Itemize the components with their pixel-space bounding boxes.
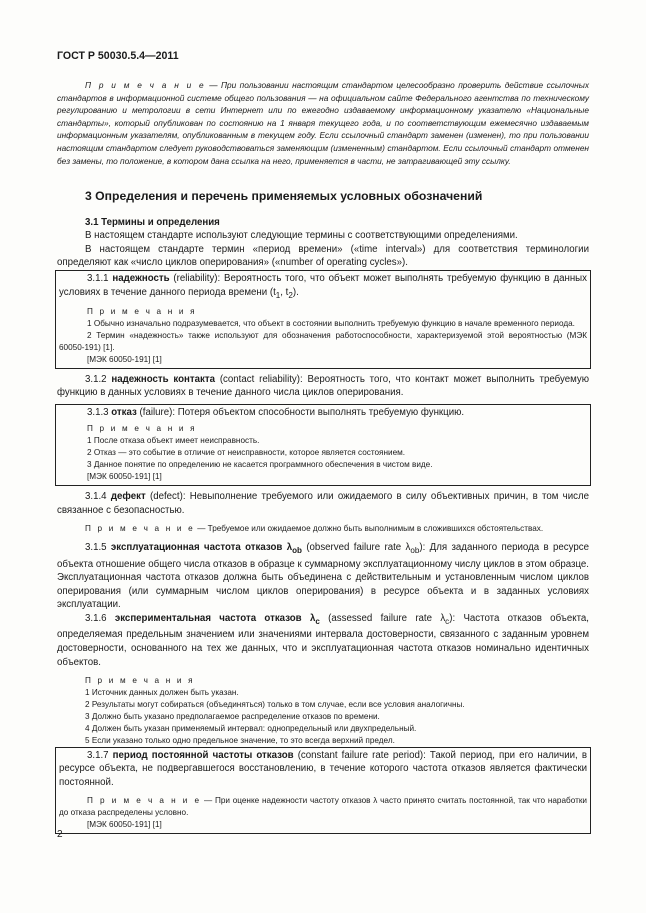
intro-paragraph-1: В настоящем стандарте используют следующие термины с соответствующими определениями. [85,230,518,242]
note-3: 3 Должно быть указано предполагаемое распределение отказов по времени. [85,711,380,721]
document-header: ГОСТ Р 50030.5.4—2011 [57,50,179,62]
top-note [57,79,589,167]
reference: [МЭК 60050-191] [1] [87,472,162,481]
term-definition-cont: , t [280,286,289,298]
reference: [МЭК 60050-191] [1] [87,820,162,830]
term-box-3-1-1 [55,270,591,369]
subscript: c [445,616,450,626]
term-name: надежность контакта [111,373,216,385]
subscript: ob [292,545,302,555]
term-name: отказ [111,406,137,418]
term-name: дефект [110,490,146,502]
term-number: 3.1.4 [85,490,111,502]
term-name [111,542,302,553]
subscript: ob [410,545,420,555]
term-3-1-1 [59,272,587,302]
term-box-3-1-7 [55,747,591,835]
note-5: 5 Если указано только одно предельное значение, то это всегда верхний предел. [85,735,395,745]
term-number: 3.1.3 [87,406,112,418]
note-3-1-4 [57,523,589,535]
term-3-1-3 [59,406,587,420]
term-definition-cont: ): Частота отказов объекта, определяемая предельным значением или значениями интервала достоверности, связанного с заданным уровнем достоверности, основанного на тех же данных, что и эксплуатационная частота отказов номинально идентичных объектов. [57,612,589,668]
note-3-1-7 [59,795,587,819]
top-note-text: — При пользовании настоящим стандартом целесообразно проверить действие ссылочных стандартов в информационной системе общего пользования — на официальном сайте Федерального агентства по техническому регулированию и метрологии в сети Интернет или по ежегодно издаваемому информационному указателю «Национальные стандарты», который опубликован по состоянию на 1 января текущего года, и по соответствующим ежемесячно издаваемым информационным указателям, опубликованным в текущем году. Если ссылочный стандарт заменен (изменен), то при пользовании настоящим стандартом следует руководствоваться заменяющим (измененным) стандартом. Если ссылочный стандарт отменен без замены, то положение, в котором дана ссылка на него, применяется в части, не затрагивающей эту ссылку. [57,80,590,166]
term-number: 3.1.2 [85,373,112,385]
term-definition: (constant failure rate period): Такой период, при его наличии, в ресурсе объекта, не подвергавшегося восстановлению, в течение которого частота отказов является фактически постоянной. [59,749,587,788]
note-2: 2 Результаты могут собираться (объединяться) только в том случае, если все условия аналогичны. [85,700,465,710]
note-1: 1 Обычно изначально подразумевается, что объект в состоянии выполнить требуемую функцию в начале временного периода. [87,318,575,328]
note-label: П р и м е ч а н и е [85,524,195,534]
note-1: 1 После отказа объект имеет неисправность. [87,436,260,446]
notes-label: П р и м е ч а н и я [87,424,197,434]
section-title: 3 Определения и перечень применяемых условных обозначений [85,189,483,204]
reference: [МЭК 60050-191] [1] [87,354,162,364]
term-name [115,613,320,624]
note-2: 2 Отказ — это событие в отличие от неисправности, которое является состоянием. [87,448,406,458]
term-3-1-4 [57,490,589,517]
term-3-1-6 [57,612,589,669]
page-content [57,79,589,834]
intro-paragraph-2: В настоящем стандарте термин «период времени» («time interval») для соответствия терминологии определяют как «число циклов оперирования» («number of operating cycles»). [57,243,589,269]
term-definition-cont: ): Для заданного периода в ресурсе объекта отношение общего числа отказов в образце к суммарному эксплуатационному числу циклов в этом образце. Эксплуатационная частота отказов должна быть объединена с действительным и установленным числом циклов оперирования (или суммарным числом циклов оперирования) в ресурсе объекта и в заданных условиях эксплуатации. [57,542,589,611]
term-3-1-2 [57,373,589,400]
note-label: П р и м е ч а н и е [87,796,202,806]
note-1: 1 Источник данных должен быть указан. [85,688,239,698]
term-definition: (observed failure rate λ [301,542,411,553]
note-text: — Требуемое или ожидаемое должно быть выполнимым в сложившихся обстоятельствах. [194,524,544,534]
note-text: — При оценке надежности частоту отказов λ часто принято считать постоянной, так что наработки до отказа распределены условно. [59,796,587,818]
note-3: 3 Данное понятие по определению не касается программного обеспечения в чистом виде. [87,460,433,470]
note-4: 4 Должен быть указан применяемый интервал: однопредельный или двухпредельный. [85,723,417,733]
term-number: 3.1.7 [87,749,113,761]
term-definition: (reliability): Вероятность того, что объект может выполнять требуемую функцию в данных условиях в течение данного периода времени (t [59,272,587,298]
term-definition: (assessed failure rate λ [319,612,446,624]
term-name-text: эксплуатационная частота отказов λ [110,542,293,553]
term-3-1-5 [57,541,589,612]
term-definition: (contact reliability): Вероятность того, что контакт может выполнить требуемую функцию в данных условиях в течение данного числа циклов оперирования. [57,373,589,399]
subsection-title: 3.1 Термины и определения [85,217,220,229]
term-number: 3.1.1 [87,272,113,284]
notes-label: П р и м е ч а н и я [85,676,195,686]
top-note-label: П р и м е ч а н и е [85,80,206,90]
term-definition: (defect): Невыполнение требуемого или ожидаемого в силу объективных причин, в том числе связанное с безопасностью. [57,490,589,516]
term-name: период постоянной частоты отказов [112,749,294,761]
term-definition-end: ). [292,286,299,298]
term-definition: (failure): Потеря объектом способности выполнять требуемую функцию. [136,406,465,418]
subscript: 2 [288,290,293,300]
term-name-text: экспериментальная частота отказов λ [114,612,316,624]
term-number: 3.1.5 [85,542,111,553]
note-2: 2 Термин «надежность» также используют для обозначения работоспособности, характеризуемой этой вероятностью (МЭК 60050-191) [1]. [59,330,587,352]
subscript: 1 [275,290,281,300]
term-name: надежность [112,272,170,284]
notes-label: П р и м е ч а н и я [87,307,197,317]
subscript: c [315,616,320,626]
term-box-3-1-3 [55,404,591,486]
term-number: 3.1.6 [85,612,115,624]
term-3-1-7 [59,749,587,790]
page-number: 2 [57,829,63,840]
